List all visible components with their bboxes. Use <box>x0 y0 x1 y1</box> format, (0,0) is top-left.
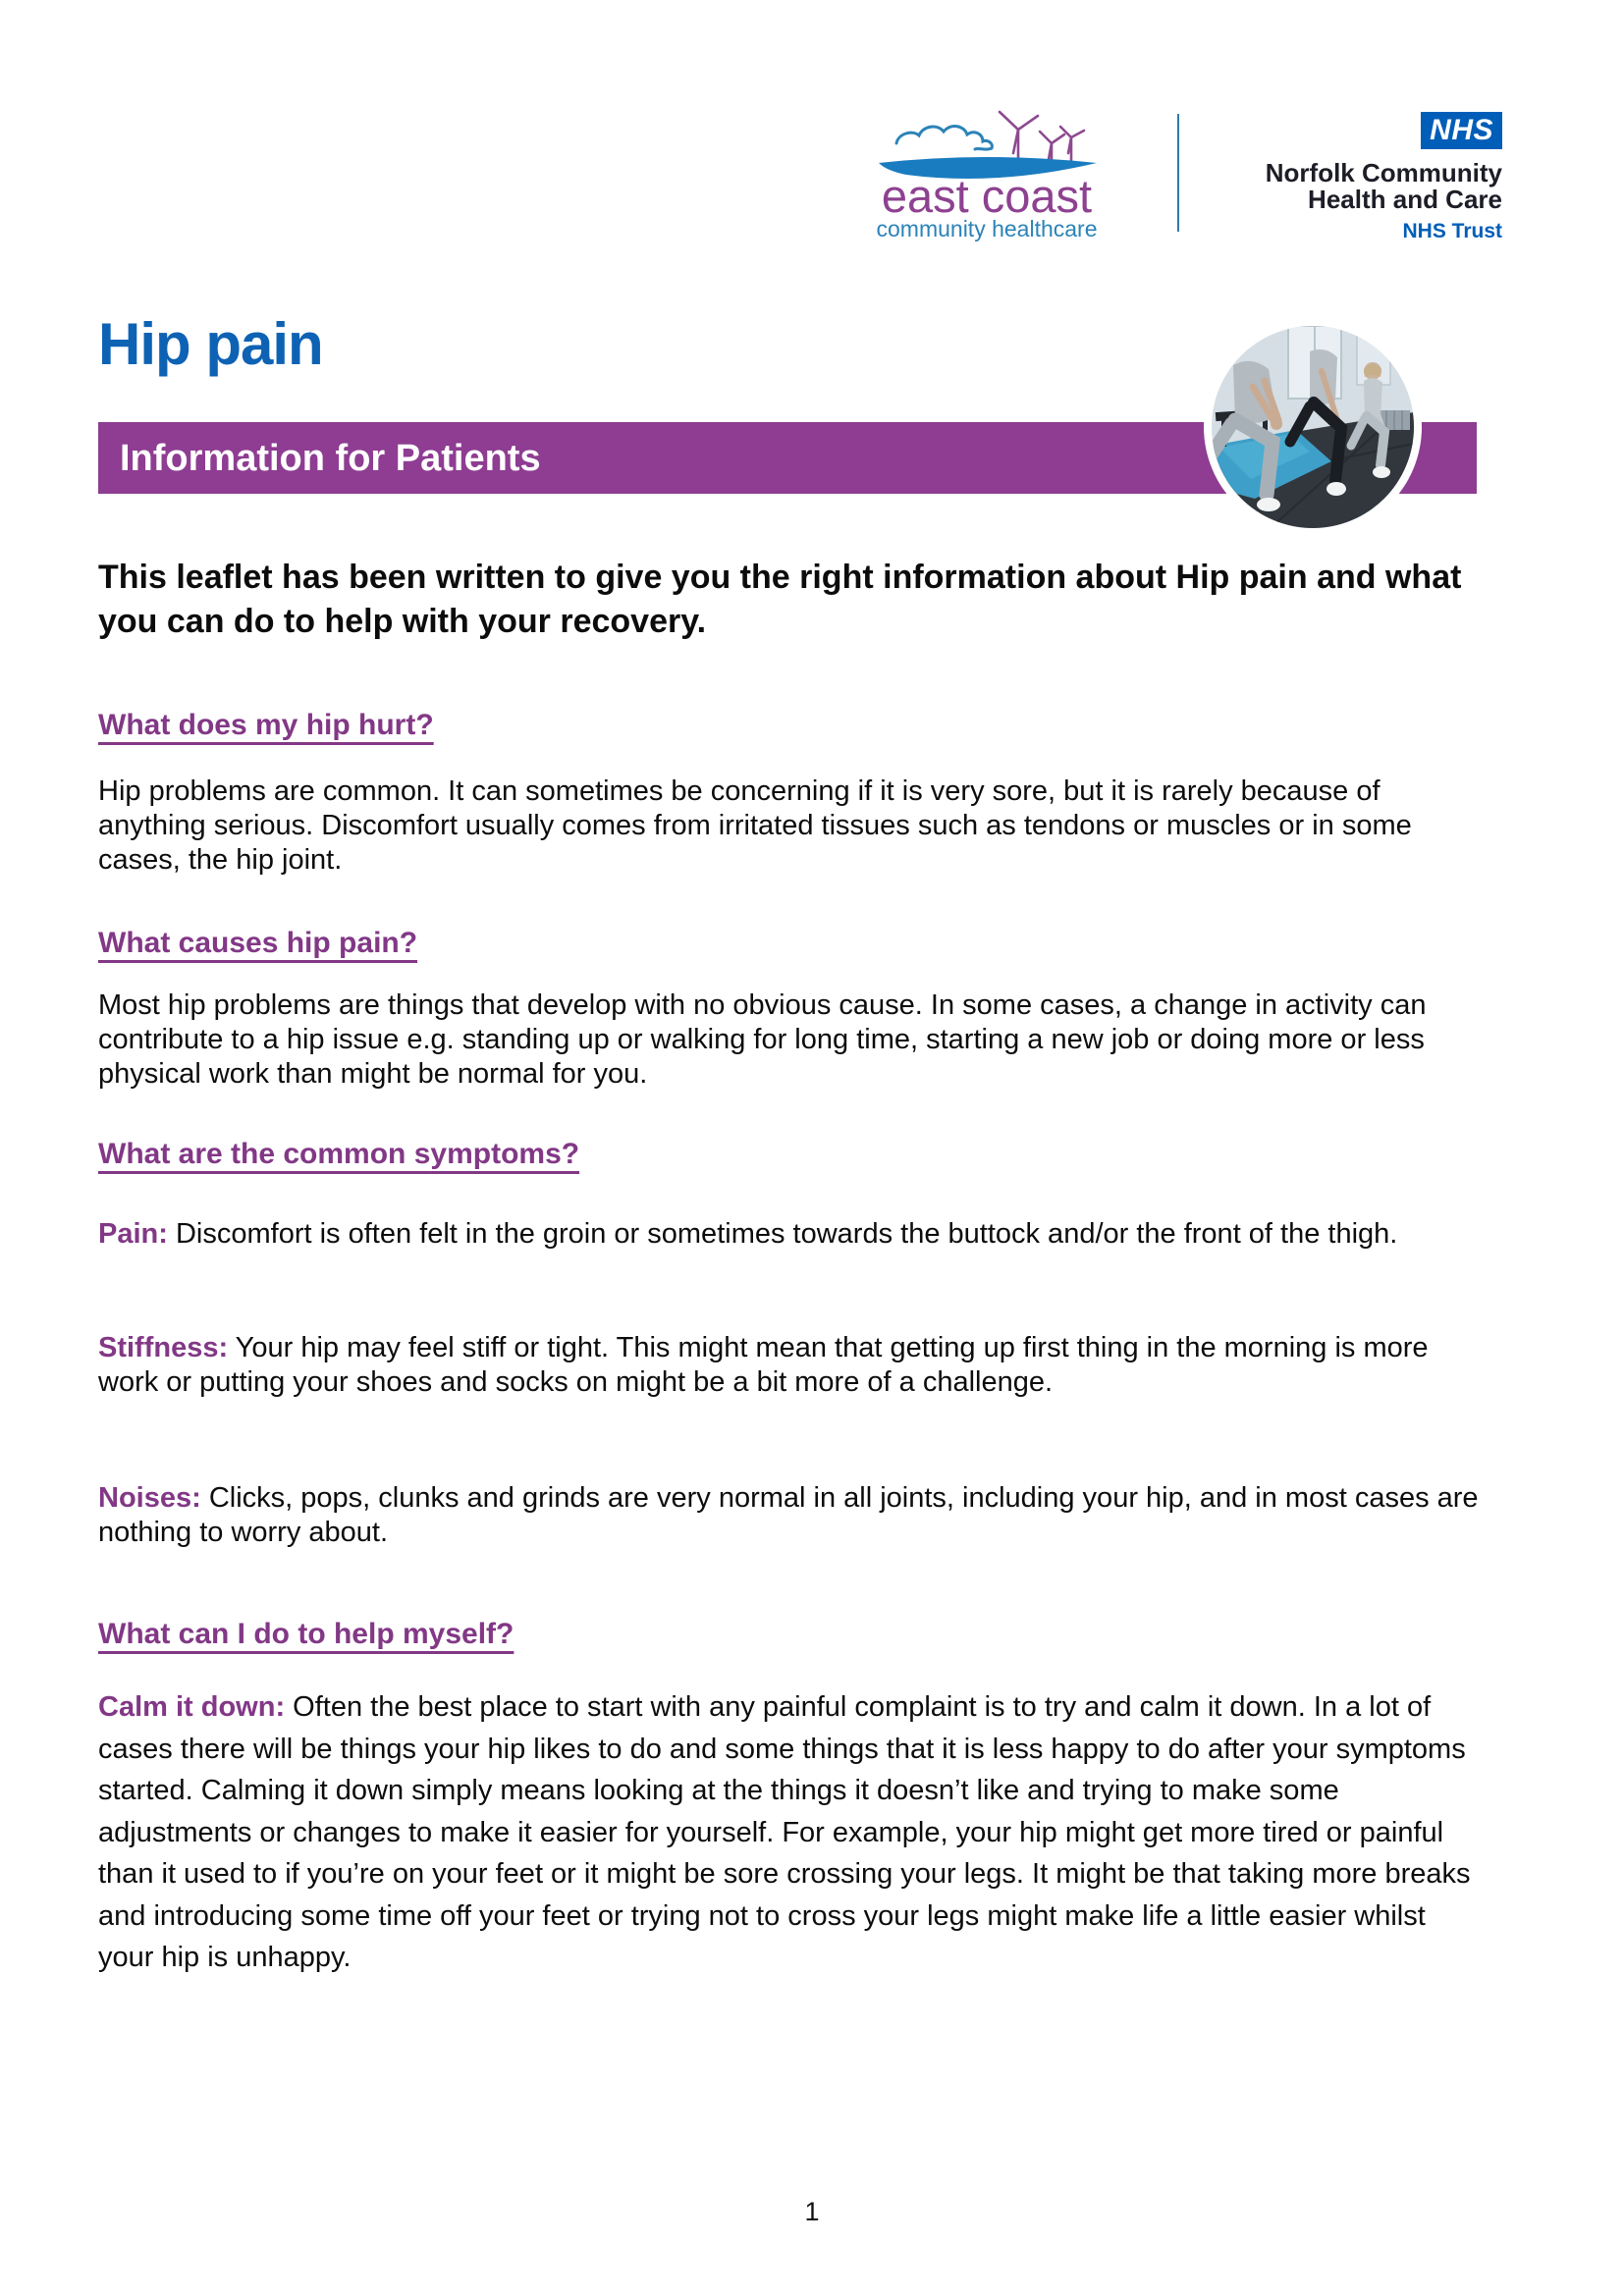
nhs-org-line1: Norfolk Community <box>1265 158 1502 187</box>
text-stiffness: Your hip may feel stiff or tight. This might mean that getting up first thing in the morning is more work or putting your shoes and socks on might be a bit more of a challenge. <box>98 1332 1429 1398</box>
intro-paragraph: This leaflet has been written to give you the right information about Hip pain and what you can do to help with your recovery. <box>98 559 1462 640</box>
label-noises: Noises: <box>98 1482 201 1514</box>
east-coast-tagline: community healthcare <box>876 216 1098 241</box>
page-number: 1 <box>804 2197 820 2226</box>
label-calm-it-down: Calm it down: <box>98 1691 286 1723</box>
paragraph-pain <box>98 1217 1485 1252</box>
heading-common-symptoms: What are the common symptoms? <box>98 1138 580 1170</box>
nhs-org-line2: Health and Care <box>1308 185 1502 214</box>
text-noises: Clicks, pops, clunks and grinds are very normal in all joints, including your hip, and in most cases are nothing to worry about. <box>98 1482 1479 1548</box>
heading-what-causes-hip-pain: What causes hip pain? <box>98 927 418 959</box>
banner-label: Information for Patients <box>120 438 541 479</box>
east-coast-name: east coast <box>881 170 1093 222</box>
label-pain: Pain: <box>98 1218 168 1250</box>
page-title: Hip pain <box>98 311 323 377</box>
heading-what-does-my-hip-hurt: What does my hip hurt? <box>98 709 434 741</box>
east-coast-logo <box>869 96 1105 241</box>
nhs-lockup <box>1266 112 1502 243</box>
heading-help-myself: What can I do to help myself? <box>98 1618 514 1650</box>
paragraph-hip-problems: Hip problems are common. It can sometimes be concerning if it is very sore, but it is rarely because of anything serious. Discomfort usually comes from irritated tissues such as tendons or muscles or in some cases, the hip joint. <box>98 775 1412 876</box>
paragraph-causes: Most hip problems are things that develop with no obvious cause. In some cases, a change in activity can contribute to a hip issue e.g. standing up or walking for long time, starting a new job or doing more or less physical work than might be normal for you. <box>98 989 1427 1090</box>
logo-divider <box>1177 114 1179 232</box>
text-pain: Discomfort is often felt in the groin or sometimes towards the buttock and/or the front of the thigh. <box>167 1218 1398 1250</box>
label-stiffness: Stiffness: <box>98 1332 229 1363</box>
photo-circle <box>1204 318 1422 536</box>
paragraph-stiffness <box>98 1331 1485 1400</box>
exercise-photo <box>1212 326 1414 528</box>
nhs-trust-label: NHS Trust <box>1402 220 1502 242</box>
text-calm-it-down: Often the best place to start with any painful complaint is to try and calm it down. In a lot of cases there will be things your hip likes to do and some things that it is less happy to do after your symptoms started. Calming it down simply means looking at the things it doesn’t like and trying to make some adjustments or changes to make it easier for yourself. For example, your hip might get more tired or painful than it used to if you’re on your feet or it might be sore crossing your legs. It might be that taking more breaks and introducing some time off your feet or trying not to cross your legs might make life a little easier whilst your hip is unhappy. <box>98 1691 1471 1973</box>
cloud-icon <box>896 127 992 150</box>
nhs-logo-box: NHS <box>1421 112 1502 149</box>
paragraph-noises <box>98 1481 1485 1550</box>
paragraph-calm-it-down <box>98 1686 1485 1979</box>
